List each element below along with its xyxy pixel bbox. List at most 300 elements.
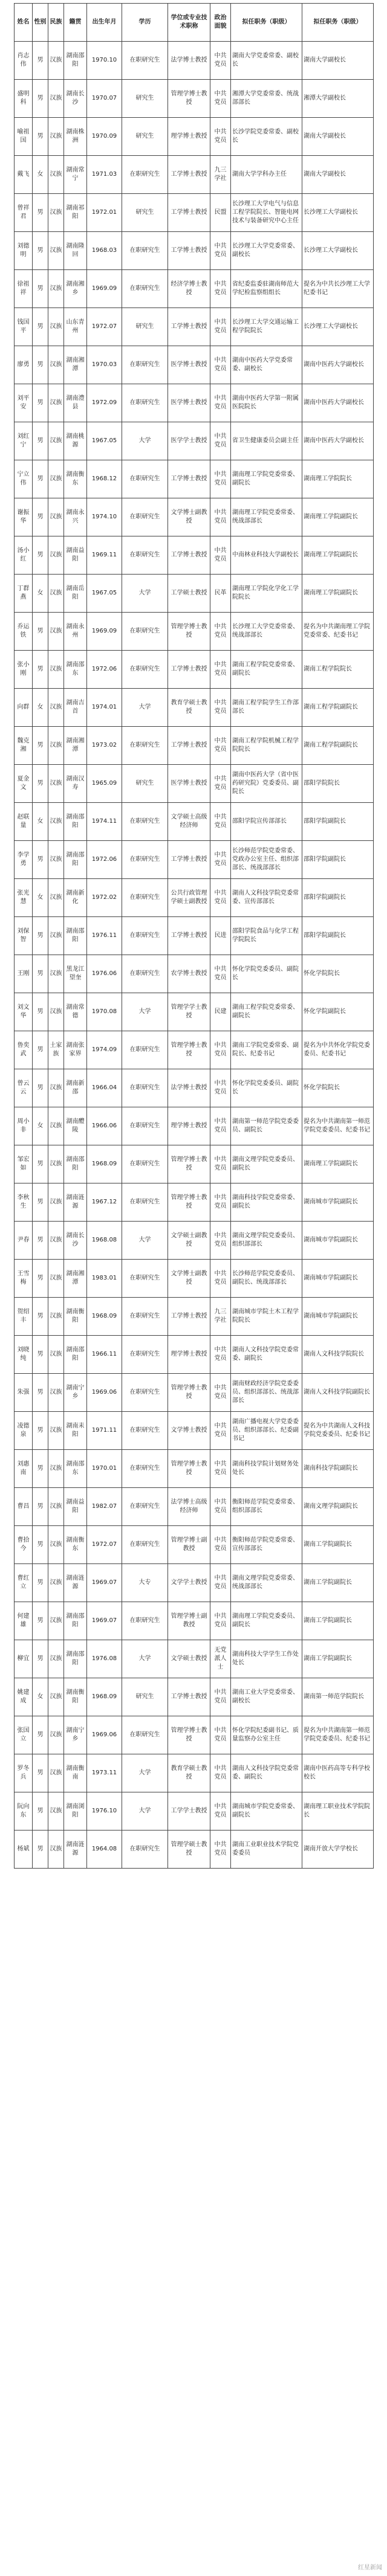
cell-ethnicity: 汉族 — [48, 1069, 64, 1107]
cell-hometown: 湖南永州 — [64, 613, 87, 651]
cell-ethnicity: 汉族 — [48, 536, 64, 575]
cell-name: 鲁奕武 — [15, 1031, 33, 1069]
cell-proposed-post: 湖南文理学院副院长 — [302, 1488, 374, 1526]
cell-gender: 男 — [33, 1754, 48, 1792]
cell-degree: 管理学博士教授 — [168, 80, 210, 118]
cell-ethnicity: 汉族 — [48, 727, 64, 765]
cell-political: 中共党员 — [210, 651, 231, 689]
cell-degree: 管理学学士教授 — [168, 993, 210, 1031]
cell-current-post: 怀化学院党委委员、副院长 — [231, 1069, 302, 1107]
cell-political: 中共党员 — [210, 1222, 231, 1260]
cell-political: 中共党员 — [210, 689, 231, 727]
cell-degree: 经济学博士教授 — [168, 270, 210, 308]
cell-education: 在职研究生 — [122, 841, 168, 879]
cell-political: 中共党员 — [210, 1678, 231, 1716]
cell-political: 中共党员 — [210, 1145, 231, 1183]
cell-hometown: 湖南邵阳 — [64, 917, 87, 955]
cell-name: 姚建成 — [15, 1678, 33, 1716]
table-row — [15, 384, 374, 422]
cell-education: 在职研究生 — [122, 1716, 168, 1754]
cell-political: 中共党员 — [210, 1602, 231, 1640]
cell-degree: 工学硕士教授 — [168, 575, 210, 613]
cell-ethnicity: 汉族 — [48, 575, 64, 613]
cell-birth: 1966.06 — [87, 1107, 122, 1145]
cell-birth: 1971.11 — [87, 1412, 122, 1450]
cell-ethnicity: 汉族 — [48, 651, 64, 689]
cell-ethnicity: 汉族 — [48, 689, 64, 727]
cell-hometown: 湖南邵阳 — [64, 42, 87, 80]
cell-ethnicity: 汉族 — [48, 1602, 64, 1640]
cell-political: 无党派人士 — [210, 1640, 231, 1678]
cell-political: 中共党员 — [210, 498, 231, 536]
cell-current-post: 湖南工程学院学生工作部部长 — [231, 689, 302, 727]
cell-birth: 1970.10 — [87, 42, 122, 80]
table-row — [15, 1831, 374, 1869]
cell-birth: 1982.07 — [87, 1488, 122, 1526]
cell-birth: 1972.01 — [87, 194, 122, 232]
cell-birth: 1969.07 — [87, 1602, 122, 1640]
cell-gender: 男 — [33, 1069, 48, 1107]
table-row — [15, 194, 374, 232]
table-row — [15, 1260, 374, 1298]
cell-gender: 男 — [33, 1564, 48, 1602]
cell-current-post: 怀化学院纪委副书记、质量监察办公室主任 — [231, 1716, 302, 1754]
cell-ethnicity: 汉族 — [48, 1374, 64, 1412]
table-row — [15, 1754, 374, 1792]
cell-hometown: 湖南邵阳 — [64, 1640, 87, 1678]
cell-gender: 男 — [33, 194, 48, 232]
cell-birth: 1976.11 — [87, 917, 122, 955]
cell-birth: 1970.08 — [87, 993, 122, 1031]
cell-political: 中共党员 — [210, 613, 231, 651]
cell-hometown: 湖南桃源 — [64, 422, 87, 460]
cell-ethnicity: 汉族 — [48, 308, 64, 346]
cell-degree: 工学博士教授 — [168, 1298, 210, 1336]
table-row — [15, 422, 374, 460]
cell-birth: 1969.09 — [87, 613, 122, 651]
cell-political: 民革 — [210, 575, 231, 613]
cell-education: 在职研究生 — [122, 1145, 168, 1183]
table-row — [15, 1222, 374, 1260]
cell-birth: 1965.09 — [87, 765, 122, 803]
cell-hometown: 湖南醴陵 — [64, 1107, 87, 1145]
table-row — [15, 1069, 374, 1107]
cell-name: 魏克湘 — [15, 727, 33, 765]
cell-name: 曹红立 — [15, 1564, 33, 1602]
cell-political: 中共党员 — [210, 1183, 231, 1222]
cell-hometown: 湖南邵阳 — [64, 803, 87, 841]
cell-birth: 1967.12 — [87, 1183, 122, 1222]
cell-education: 在职研究生 — [122, 1107, 168, 1145]
cell-degree: 法学博士高级经济师 — [168, 1488, 210, 1526]
cell-political: 中共党员 — [210, 1792, 231, 1831]
cell-political: 中共党员 — [210, 1260, 231, 1298]
cell-political: 民建 — [210, 993, 231, 1031]
cell-political: 中共党员 — [210, 841, 231, 879]
cell-current-post: 湖南大学学科办主任 — [231, 156, 302, 194]
cell-gender: 男 — [33, 460, 48, 498]
cell-name: 凌德泉 — [15, 1412, 33, 1450]
cell-ethnicity: 汉族 — [48, 1831, 64, 1869]
cell-name: 谢振华 — [15, 498, 33, 536]
cell-hometown: 湖南耒阳 — [64, 1412, 87, 1450]
cell-political: 中共党员 — [210, 1526, 231, 1564]
cell-current-post: 长沙学院党委常委、副校长 — [231, 118, 302, 156]
cell-birth: 1974.01 — [87, 689, 122, 727]
cell-birth: 1968.08 — [87, 1222, 122, 1260]
cell-education: 研究生 — [122, 765, 168, 803]
cell-gender: 女 — [33, 156, 48, 194]
cell-current-post: 湖南科技大学学生工作处处长 — [231, 1640, 302, 1678]
cell-hometown: 湖南衡东 — [64, 460, 87, 498]
cell-hometown: 湖南衡东 — [64, 1526, 87, 1564]
cell-gender: 男 — [33, 1526, 48, 1564]
cell-birth: 1974.09 — [87, 1031, 122, 1069]
cell-gender: 男 — [33, 613, 48, 651]
cell-current-post: 湖南中医药大学第一附属医院院长 — [231, 384, 302, 422]
cell-ethnicity: 汉族 — [48, 1222, 64, 1260]
cell-current-post: 衡阳师范学院党委常委、组织部部长 — [231, 1488, 302, 1526]
cell-birth: 1966.04 — [87, 1069, 122, 1107]
cell-education: 在职研究生 — [122, 1298, 168, 1336]
cell-proposed-post: 湖南大学副校长 — [302, 42, 374, 80]
cell-education: 在职研究生 — [122, 1260, 168, 1298]
table-row — [15, 1488, 374, 1526]
header-education: 学历 — [122, 4, 168, 42]
cell-current-post: 省纪委监委驻湖南师范大学纪检监察组组长 — [231, 270, 302, 308]
table-row — [15, 1412, 374, 1450]
cell-education: 在职研究生 — [122, 651, 168, 689]
cell-hometown: 湖南涟源 — [64, 1564, 87, 1602]
cell-education: 在职研究生 — [122, 1183, 168, 1222]
cell-degree: 管理学硕士教授 — [168, 1831, 210, 1869]
cell-name: 曹拾今 — [15, 1526, 33, 1564]
cell-gender: 男 — [33, 232, 48, 270]
cell-current-post: 邵阳学院宣传部部长 — [231, 803, 302, 841]
cell-birth: 1968.09 — [87, 1145, 122, 1183]
cell-proposed-post: 湖南城市学院副院长 — [302, 1260, 374, 1298]
cell-ethnicity: 汉族 — [48, 118, 64, 156]
cell-ethnicity: 汉族 — [48, 1183, 64, 1222]
header-gender: 性别 — [33, 4, 48, 42]
header-row — [15, 4, 374, 42]
cell-education: 在职研究生 — [122, 1602, 168, 1640]
cell-birth: 1969.06 — [87, 1716, 122, 1754]
cell-birth: 1964.08 — [87, 1831, 122, 1869]
cell-name: 宁立伟 — [15, 460, 33, 498]
table-row — [15, 1183, 374, 1222]
cell-degree: 工学博士教授 — [168, 841, 210, 879]
cell-education: 在职研究生 — [122, 346, 168, 384]
table-row — [15, 346, 374, 384]
cell-birth: 1972.02 — [87, 879, 122, 917]
cell-ethnicity: 汉族 — [48, 879, 64, 917]
cell-gender: 男 — [33, 1640, 48, 1678]
cell-political: 中共党员 — [210, 42, 231, 80]
cell-degree: 管理学博士教授 — [168, 1374, 210, 1412]
cell-hometown: 湖南邵阳 — [64, 841, 87, 879]
cell-name: 周小非 — [15, 1107, 33, 1145]
cell-education: 在职研究生 — [122, 727, 168, 765]
cell-current-post: 湖南人文科技学院党委常委、副院长 — [231, 1754, 302, 1792]
cell-birth: 1974.11 — [87, 803, 122, 841]
cell-gender: 男 — [33, 1336, 48, 1374]
cell-education: 大学 — [122, 689, 168, 727]
cell-political: 中共党员 — [210, 765, 231, 803]
cell-gender: 男 — [33, 955, 48, 993]
cell-political: 九三学社 — [210, 1298, 231, 1336]
cell-proposed-post: 湖南第一师范学院院长 — [302, 1678, 374, 1716]
cell-ethnicity: 汉族 — [48, 1564, 64, 1602]
cell-education: 在职研究生 — [122, 460, 168, 498]
cell-ethnicity: 汉族 — [48, 841, 64, 879]
cell-ethnicity: 汉族 — [48, 1298, 64, 1336]
cell-degree: 文学硕士副教授 — [168, 1222, 210, 1260]
cell-political: 中共党员 — [210, 879, 231, 917]
cell-education: 大学 — [122, 1640, 168, 1678]
cell-proposed-post: 长沙理工大学副校长 — [302, 194, 374, 232]
cell-degree: 农学博士教授 — [168, 955, 210, 993]
cell-current-post: 湖南工程学院党委常委、副院长 — [231, 651, 302, 689]
table-row — [15, 727, 374, 765]
cell-degree: 工学博士教授 — [168, 156, 210, 194]
table-row — [15, 118, 374, 156]
cell-hometown: 黑龙江望奎 — [64, 955, 87, 993]
cell-proposed-post: 怀化学院院长 — [302, 955, 374, 993]
cell-education: 在职研究生 — [122, 1412, 168, 1450]
cell-ethnicity: 汉族 — [48, 422, 64, 460]
cell-political: 中共党员 — [210, 1069, 231, 1107]
cell-political: 中共党员 — [210, 422, 231, 460]
cell-proposed-post: 湖南城市学院副院长 — [302, 1298, 374, 1336]
cell-gender: 男 — [33, 1374, 48, 1412]
cell-name: 徐祖祥 — [15, 270, 33, 308]
cell-gender: 男 — [33, 1222, 48, 1260]
cell-gender: 男 — [33, 80, 48, 118]
cell-ethnicity: 汉族 — [48, 1260, 64, 1298]
cell-gender: 女 — [33, 803, 48, 841]
cell-political: 民进 — [210, 917, 231, 955]
cell-proposed-post: 提名为中共长沙理工大学纪委书记 — [302, 270, 374, 308]
table-row — [15, 460, 374, 498]
cell-name: 汤小红 — [15, 536, 33, 575]
cell-proposed-post: 提名为中共怀化学院党委委员、纪委书记 — [302, 1031, 374, 1069]
cell-hometown: 山东青州 — [64, 308, 87, 346]
cell-hometown: 湖南湘潭 — [64, 1260, 87, 1298]
cell-degree: 管理学博士教授 — [168, 1183, 210, 1222]
cell-current-post: 湖南人文科技学院党委常委、宣传部部长 — [231, 879, 302, 917]
cell-current-post: 湖南中医药大学党委常委、副校长 — [231, 346, 302, 384]
cell-birth: 1969.07 — [87, 1564, 122, 1602]
cell-gender: 男 — [33, 993, 48, 1031]
cell-ethnicity: 汉族 — [48, 42, 64, 80]
table-row — [15, 841, 374, 879]
cell-degree: 教育学硕士教授 — [168, 689, 210, 727]
cell-education: 在职研究生 — [122, 536, 168, 575]
cell-ethnicity: 汉族 — [48, 1488, 64, 1526]
table-row — [15, 1564, 374, 1602]
cell-political: 中共党员 — [210, 1488, 231, 1526]
cell-hometown: 湖南汉寿 — [64, 765, 87, 803]
cell-hometown: 湖南邵东 — [64, 1450, 87, 1488]
cell-degree: 工学博士教授 — [168, 194, 210, 232]
cell-name: 廖勇 — [15, 346, 33, 384]
cell-current-post: 湖南理工学院化学化工学院院长 — [231, 575, 302, 613]
cell-gender: 男 — [33, 536, 48, 575]
cell-ethnicity: 汉族 — [48, 917, 64, 955]
cell-birth: 1972.06 — [87, 651, 122, 689]
table-row — [15, 270, 374, 308]
cell-ethnicity: 汉族 — [48, 1450, 64, 1488]
cell-name: 何建雄 — [15, 1602, 33, 1640]
cell-ethnicity: 汉族 — [48, 1107, 64, 1145]
cell-proposed-post: 湖南大学副校长 — [302, 156, 374, 194]
cell-degree: 医学博士教授 — [168, 346, 210, 384]
table-row — [15, 1450, 374, 1488]
cell-current-post: 湖南城市学院党委常委、副院长 — [231, 1792, 302, 1831]
cell-hometown: 湖南新邵 — [64, 1069, 87, 1107]
cell-hometown: 湖南长沙 — [64, 80, 87, 118]
cell-current-post: 湖南文理学院党委委员、副院长 — [231, 1145, 302, 1183]
cell-gender: 男 — [33, 42, 48, 80]
cell-degree: 工学博士教授 — [168, 308, 210, 346]
cell-proposed-post: 邵阳学院副院长 — [302, 841, 374, 879]
header-ethnicity: 民族 — [48, 4, 64, 42]
cell-birth: 1967.05 — [87, 422, 122, 460]
cell-birth: 1970.09 — [87, 118, 122, 156]
cell-degree: 法学博士教授 — [168, 1069, 210, 1107]
cell-proposed-post: 湖南城市学院副院长 — [302, 1222, 374, 1260]
cell-political: 中共党员 — [210, 1450, 231, 1488]
cell-current-post: 怀化学院党委委员、副院长 — [231, 955, 302, 993]
cell-degree: 文学博士副教授 — [168, 498, 210, 536]
table-row — [15, 1298, 374, 1336]
cell-degree: 教育学硕士教授 — [168, 1754, 210, 1792]
table-row — [15, 1678, 374, 1716]
cell-gender: 男 — [33, 1031, 48, 1069]
cell-hometown: 湖南涟源 — [64, 1183, 87, 1222]
cell-education: 大学 — [122, 993, 168, 1031]
cell-current-post: 湖南财政经济学院党委委员、组织部部长、统战部部长 — [231, 1374, 302, 1412]
cell-name: 张光慧 — [15, 879, 33, 917]
cell-education: 在职研究生 — [122, 879, 168, 917]
cell-education: 在职研究生 — [122, 1031, 168, 1069]
cell-ethnicity: 汉族 — [48, 1526, 64, 1564]
cell-ethnicity: 汉族 — [48, 346, 64, 384]
cell-ethnicity: 汉族 — [48, 460, 64, 498]
cell-current-post: 湖南工业大学党委常委、副校长 — [231, 1678, 302, 1716]
cell-hometown: 湖南长沙 — [64, 1222, 87, 1260]
cell-birth: 1970.01 — [87, 1450, 122, 1488]
cell-degree: 医学学士教授 — [168, 422, 210, 460]
cell-gender: 男 — [33, 1298, 48, 1336]
table-row — [15, 1526, 374, 1564]
table-row — [15, 765, 374, 803]
cell-birth: 1976.10 — [87, 1792, 122, 1831]
table-row — [15, 879, 374, 917]
cell-ethnicity: 汉族 — [48, 156, 64, 194]
cell-current-post: 长沙师范学院党委委员、副院长、统战部部长 — [231, 1260, 302, 1298]
cell-degree: 工学博士教授 — [168, 727, 210, 765]
cell-ethnicity: 汉族 — [48, 1678, 64, 1716]
cell-political: 中共党员 — [210, 1336, 231, 1374]
cell-birth: 1969.11 — [87, 536, 122, 575]
cell-hometown: 湖南新化 — [64, 879, 87, 917]
cell-name: 曹昌 — [15, 1488, 33, 1526]
cell-proposed-post: 湖南理工学院院长 — [302, 460, 374, 498]
cell-degree: 管理学博士教授 — [168, 1031, 210, 1069]
cell-hometown: 湖南株洲 — [64, 118, 87, 156]
cell-education: 研究生 — [122, 1678, 168, 1716]
cell-education: 在职研究生 — [122, 1374, 168, 1412]
cell-proposed-post: 湖南中医药大学副校长 — [302, 384, 374, 422]
cell-ethnicity: 汉族 — [48, 194, 64, 232]
cell-current-post: 省卫生健康委员会副主任 — [231, 422, 302, 460]
cell-birth: 1972.07 — [87, 1526, 122, 1564]
cell-hometown: 湖南常德 — [64, 993, 87, 1031]
cell-proposed-post: 邵阳学院副院长 — [302, 803, 374, 841]
table-row — [15, 689, 374, 727]
cell-proposed-post: 湖南工程学院副院长 — [302, 727, 374, 765]
table-row — [15, 803, 374, 841]
cell-name: 向群 — [15, 689, 33, 727]
cell-birth: 1976.08 — [87, 1640, 122, 1678]
cell-proposed-post: 湖南理工学院副院长 — [302, 536, 374, 575]
cell-birth: 1969.09 — [87, 270, 122, 308]
cell-degree: 工学博士教授 — [168, 917, 210, 955]
cell-education: 在职研究生 — [122, 270, 168, 308]
table-row — [15, 42, 374, 80]
cell-proposed-post: 湖南理工学院副院长 — [302, 1145, 374, 1183]
table-row — [15, 232, 374, 270]
table-row — [15, 575, 374, 613]
cell-hometown: 湖南祁阳 — [64, 194, 87, 232]
cell-political: 中共党员 — [210, 955, 231, 993]
cell-ethnicity: 汉族 — [48, 765, 64, 803]
table-row — [15, 1640, 374, 1678]
cell-current-post: 湖南人文科技学院党委常委、副院长 — [231, 1336, 302, 1374]
table-row — [15, 1716, 374, 1754]
cell-gender: 男 — [33, 1450, 48, 1488]
cell-birth: 1973.02 — [87, 727, 122, 765]
cell-proposed-post: 湖南中医药大学副校长 — [302, 346, 374, 384]
cell-degree: 工学博士教授 — [168, 651, 210, 689]
cell-gender: 男 — [33, 270, 48, 308]
table-row — [15, 1336, 374, 1374]
cell-ethnicity: 汉族 — [48, 803, 64, 841]
cell-education: 研究生 — [122, 308, 168, 346]
cell-ethnicity: 汉族 — [48, 1640, 64, 1678]
cell-hometown: 湖南涟源 — [64, 1831, 87, 1869]
cell-current-post: 湖南工程学院党委常委、副院长 — [231, 993, 302, 1031]
cell-ethnicity: 汉族 — [48, 1716, 64, 1754]
cell-name: 盛明科 — [15, 80, 33, 118]
cell-birth: 1983.01 — [87, 1260, 122, 1298]
cell-proposed-post: 湖南城市学院副院长 — [302, 1183, 374, 1222]
cell-hometown: 湖南湘潭 — [64, 346, 87, 384]
cell-proposed-post: 邵阳学院副院长 — [302, 917, 374, 955]
cell-current-post: 湖南第一师范学院党委委员、副院长 — [231, 1107, 302, 1145]
cell-name: 朱强 — [15, 1374, 33, 1412]
cell-hometown: 湖南邵阳 — [64, 1336, 87, 1374]
cell-education: 大学 — [122, 422, 168, 460]
cell-gender: 男 — [33, 1488, 48, 1526]
cell-hometown: 湖南湘潭 — [64, 727, 87, 765]
cell-name: 张国立 — [15, 1716, 33, 1754]
cell-current-post: 长沙理工大学交通运输工程学院院长 — [231, 308, 302, 346]
cell-hometown: 湖南湘乡 — [64, 270, 87, 308]
cell-hometown: 湖南永兴 — [64, 498, 87, 536]
